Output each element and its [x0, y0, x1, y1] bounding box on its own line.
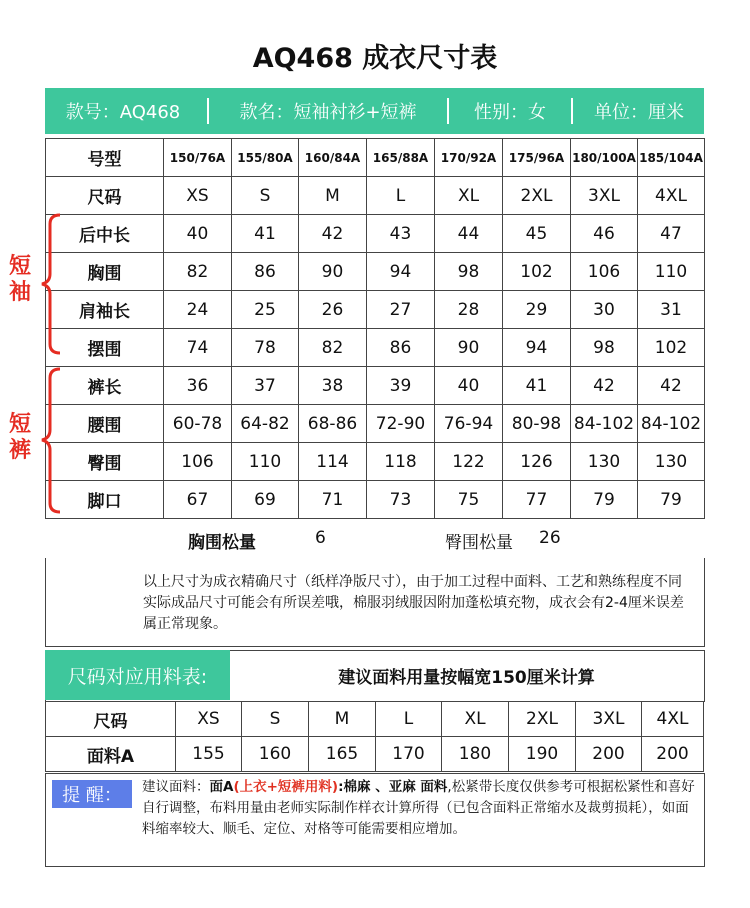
- fabric-size-cell: M: [309, 702, 376, 737]
- measurement-value: 106: [571, 253, 638, 291]
- measurement-value: 27: [367, 291, 435, 329]
- hip-ease-label: 臀围松量: [445, 533, 513, 553]
- tip-materials: :棉麻 、亚麻 面料: [338, 779, 448, 795]
- measurement-value: 45: [503, 215, 571, 253]
- measurement-value: 68-86: [299, 405, 367, 443]
- size-table: [45, 138, 705, 519]
- measurement-value: 41: [503, 367, 571, 405]
- measurement-value: 43: [367, 215, 435, 253]
- measurement-label: 脚口: [46, 481, 164, 519]
- measurement-row: [46, 291, 705, 329]
- size-code-cell: 155/80A: [232, 139, 299, 177]
- measurement-value: 79: [638, 481, 705, 519]
- measurement-value: 38: [299, 367, 367, 405]
- measurement-label: 腰围: [46, 405, 164, 443]
- size-cell: M: [299, 177, 367, 215]
- tip-part: 建议面料：: [142, 779, 210, 795]
- measurement-value: 118: [367, 443, 435, 481]
- measurement-value: 82: [299, 329, 367, 367]
- size-code-cell: 180/100A: [571, 139, 638, 177]
- size-cell: L: [367, 177, 435, 215]
- style-number: 款号：AQ468: [65, 102, 181, 123]
- gender: 性别：女: [474, 102, 546, 123]
- row-label: 尺码: [46, 702, 176, 737]
- measurement-value: 98: [435, 253, 503, 291]
- measurement-label: 胸围: [46, 253, 164, 291]
- measurement-label: 裤长: [46, 367, 164, 405]
- measurement-value: 39: [367, 367, 435, 405]
- size-label-row: [46, 177, 705, 215]
- chest-ease-value: 6: [315, 528, 326, 548]
- shorts-label: 短裤: [9, 412, 32, 463]
- size-cell: 3XL: [571, 177, 638, 215]
- measurement-value: 46: [571, 215, 638, 253]
- fabric-size-row: [46, 702, 704, 737]
- measurement-row: [46, 215, 705, 253]
- tip-text: [142, 777, 697, 840]
- tip-fabric-a: 面A: [209, 779, 234, 795]
- measurement-value: 122: [435, 443, 503, 481]
- size-cell: S: [232, 177, 299, 215]
- measurement-value: 28: [435, 291, 503, 329]
- tip-detail: ,松紧带长度仅供参考可根据松紧性和喜好自行调整，布料用量由老师实际制作样衣计算所得（已包含面料正常缩水及裁剪损耗），如面料缩率较大、顺毛、定位、对格等可能需要相应增加。: [142, 779, 695, 837]
- fabric-amount-row: [46, 737, 704, 772]
- fabric-amount-cell: 190: [509, 737, 576, 772]
- measurement-value: 84-102: [638, 405, 705, 443]
- fabric-size-cell: XS: [176, 702, 242, 737]
- size-code-cell: 185/104A: [638, 139, 705, 177]
- size-code-cell: 170/92A: [435, 139, 503, 177]
- tip-badge: 提 醒：: [52, 780, 132, 808]
- fabric-table: [45, 701, 704, 772]
- measurement-value: 77: [503, 481, 571, 519]
- measurement-value: 94: [503, 329, 571, 367]
- measurement-value: 30: [571, 291, 638, 329]
- fabric-size-cell: XL: [442, 702, 509, 737]
- measurement-value: 76-94: [435, 405, 503, 443]
- measurement-value: 64-82: [232, 405, 299, 443]
- measurement-value: 71: [299, 481, 367, 519]
- divider: [571, 98, 573, 124]
- measurement-label: 摆围: [46, 329, 164, 367]
- measurement-row: [46, 405, 705, 443]
- size-code-cell: 165/88A: [367, 139, 435, 177]
- page-title: AQ468 成衣尺寸表: [252, 43, 498, 74]
- fabric-amount-cell: 155: [176, 737, 242, 772]
- fabric-size-cell: 2XL: [509, 702, 576, 737]
- hip-ease-value: 26: [539, 528, 561, 548]
- measurement-label: 臀围: [46, 443, 164, 481]
- fabric-amount-cell: 165: [309, 737, 376, 772]
- measurement-value: 94: [367, 253, 435, 291]
- measurement-value: 74: [164, 329, 232, 367]
- measurement-row: [46, 367, 705, 405]
- measurement-value: 90: [299, 253, 367, 291]
- measurement-label: 肩袖长: [46, 291, 164, 329]
- fabric-size-cell: 4XL: [642, 702, 704, 737]
- measurement-value: 114: [299, 443, 367, 481]
- row-label: 号型: [46, 139, 164, 177]
- measurement-value: 37: [232, 367, 299, 405]
- measurement-value: 44: [435, 215, 503, 253]
- size-code-row: [46, 139, 705, 177]
- fabric-table-title: 建议面料用量按幅宽150厘米计算: [338, 668, 595, 688]
- ease-row: [45, 518, 704, 558]
- measurement-value: 24: [164, 291, 232, 329]
- measurement-row: [46, 253, 705, 291]
- divider: [447, 98, 449, 124]
- measurement-value: 78: [232, 329, 299, 367]
- tip-highlight: (上衣+短裤用料): [233, 779, 339, 795]
- measurement-value: 73: [367, 481, 435, 519]
- measurement-value: 42: [638, 367, 705, 405]
- measurement-value: 75: [435, 481, 503, 519]
- size-cell: XS: [164, 177, 232, 215]
- measurement-value: 126: [503, 443, 571, 481]
- fabric-amount-cell: 170: [376, 737, 442, 772]
- measurement-value: 84-102: [571, 405, 638, 443]
- measurement-value: 47: [638, 215, 705, 253]
- measurement-value: 60-78: [164, 405, 232, 443]
- fabric-size-cell: S: [242, 702, 309, 737]
- measurement-value: 106: [164, 443, 232, 481]
- measurement-value: 29: [503, 291, 571, 329]
- measurement-value: 40: [435, 367, 503, 405]
- measurement-value: 82: [164, 253, 232, 291]
- measurement-value: 98: [571, 329, 638, 367]
- measurement-value: 69: [232, 481, 299, 519]
- measurement-value: 25: [232, 291, 299, 329]
- size-code-cell: 175/96A: [503, 139, 571, 177]
- measurement-value: 110: [232, 443, 299, 481]
- size-cell: 2XL: [503, 177, 571, 215]
- short-sleeve-label: 短袖: [9, 254, 32, 305]
- shorts-brace: [34, 366, 64, 516]
- measurement-value: 130: [571, 443, 638, 481]
- measurement-value: 102: [638, 329, 705, 367]
- measurement-row: [46, 443, 705, 481]
- unit: 单位：厘米: [594, 102, 684, 123]
- size-cell: 4XL: [638, 177, 705, 215]
- measurement-value: 67: [164, 481, 232, 519]
- size-code-cell: 150/76A: [164, 139, 232, 177]
- measurement-row: [46, 481, 705, 519]
- measurement-value: 90: [435, 329, 503, 367]
- fabric-amount-cell: 180: [442, 737, 509, 772]
- row-label: 尺码: [46, 177, 164, 215]
- measurement-label: 后中长: [46, 215, 164, 253]
- fabric-amount-cell: 200: [576, 737, 642, 772]
- measurement-value: 41: [232, 215, 299, 253]
- fabric-size-cell: 3XL: [576, 702, 642, 737]
- size-code-cell: 160/84A: [299, 139, 367, 177]
- measurement-value: 42: [571, 367, 638, 405]
- row-label: 面料A: [46, 737, 176, 772]
- measurement-value: 42: [299, 215, 367, 253]
- fabric-amount-cell: 160: [242, 737, 309, 772]
- style-name: 款名：短袖衬衫+短裤: [239, 102, 417, 123]
- measurement-value: 102: [503, 253, 571, 291]
- chest-ease-label: 胸围松量: [188, 533, 256, 553]
- short-sleeve-brace: [34, 212, 64, 357]
- measurement-value: 110: [638, 253, 705, 291]
- divider: [207, 98, 209, 124]
- fabric-size-cell: L: [376, 702, 442, 737]
- size-note: 以上尺寸为成衣精确尺寸（纸样净版尺寸），由于加工过程中面料、工艺和熟练程度不同实际成品尺寸可能会有所误差哦，棉服羽绒服因附加蓬松填充物，成衣会有2-4厘米误差属正常现象。: [143, 574, 684, 632]
- measurement-row: [46, 329, 705, 367]
- measurement-value: 79: [571, 481, 638, 519]
- measurement-value: 36: [164, 367, 232, 405]
- measurement-value: 86: [367, 329, 435, 367]
- measurement-value: 130: [638, 443, 705, 481]
- measurement-value: 72-90: [367, 405, 435, 443]
- measurement-value: 26: [299, 291, 367, 329]
- measurement-value: 86: [232, 253, 299, 291]
- fabric-amount-cell: 200: [642, 737, 704, 772]
- info-banner: [45, 88, 704, 134]
- fabric-table-header: 尺码对应用料表:: [45, 650, 230, 700]
- size-cell: XL: [435, 177, 503, 215]
- measurement-value: 40: [164, 215, 232, 253]
- measurement-value: 31: [638, 291, 705, 329]
- measurement-value: 80-98: [503, 405, 571, 443]
